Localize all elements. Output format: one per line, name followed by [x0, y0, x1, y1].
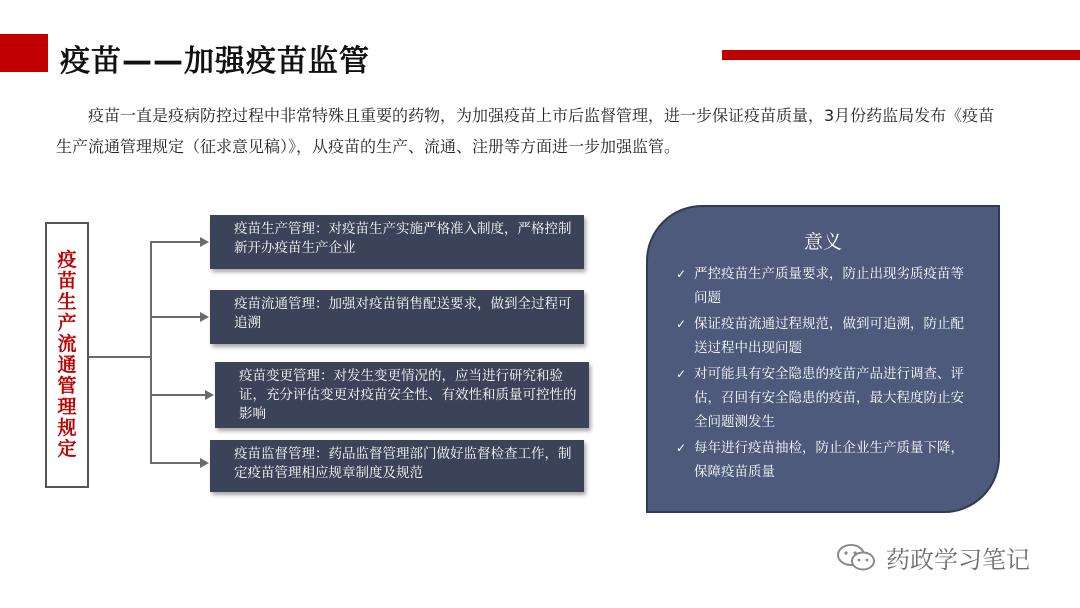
check-icon: ✓	[676, 267, 687, 281]
page-title: 疫苗——加强疫苗监管	[60, 44, 370, 79]
item-box-circulation: 疫苗流通管理：加强对疫苗销售配送要求，做到全过程可追溯	[210, 290, 584, 344]
significance-point: 对可能具有安全隐患的疫苗产品进行调查、评估，召回有安全隐患的疫苗，最大程度防止安全问题测发生	[694, 366, 964, 430]
arrow-icon	[205, 390, 214, 400]
wechat-icon	[836, 543, 878, 573]
check-icon: ✓	[676, 317, 687, 331]
regulation-label-box	[45, 222, 89, 488]
list-item	[676, 436, 972, 484]
item-box-production: 疫苗生产管理：对疫苗生产实施严格准入制度，严格控制新开办疫苗生产企业	[210, 215, 584, 269]
significance-point: 严控疫苗生产质量要求，防止出现劣质疫苗等问题	[694, 266, 964, 306]
list-item	[676, 312, 972, 360]
connector-line	[150, 241, 202, 243]
arrow-icon	[200, 458, 209, 468]
significance-panel	[646, 205, 1000, 513]
check-icon: ✓	[676, 441, 687, 455]
title-accent-block	[0, 34, 48, 72]
connector-line	[89, 356, 151, 358]
arrow-icon	[200, 312, 209, 322]
arrow-icon	[200, 237, 209, 247]
list-item	[676, 262, 972, 310]
significance-title: 意义	[803, 231, 842, 253]
intro-paragraph: 疫苗一直是疫病防控过程中非常特殊且重要的药物，为加强疫苗上市后监督管理，进一步保证疫苗质量，3月份药监局发布《疫苗生产流通管理规定（征求意见稿）》，从疫苗的生产、流通、注册等方面进一步加强监管。	[56, 106, 995, 156]
list-item	[676, 362, 972, 434]
watermark	[836, 540, 1030, 575]
significance-point: 每年进行疫苗抽检，防止企业生产质量下降，保障疫苗质量	[694, 440, 964, 480]
item-box-change: 疫苗变更管理：对发生变更情况的，应当进行研究和验证，充分评估变更对疫苗安全性、有效性和质量可控性的影响	[215, 362, 589, 428]
item-box-supervision: 疫苗监督管理：药品监督管理部门做好监督检查工作，制定疫苗管理相应规章制度及规范	[210, 440, 584, 492]
significance-list	[648, 262, 998, 484]
connector-spine	[150, 241, 152, 464]
connector-line	[150, 316, 202, 318]
connector-line	[150, 462, 202, 464]
check-icon: ✓	[676, 367, 687, 381]
regulation-label: 疫苗生产流通管理规定	[57, 249, 77, 460]
watermark-text: 药政学习笔记	[886, 546, 1030, 574]
title-accent-line	[722, 50, 1080, 60]
connector-line	[150, 394, 207, 396]
significance-point: 保证疫苗流通过程规范，做到可追溯，防止配送过程中出现问题	[694, 316, 964, 356]
